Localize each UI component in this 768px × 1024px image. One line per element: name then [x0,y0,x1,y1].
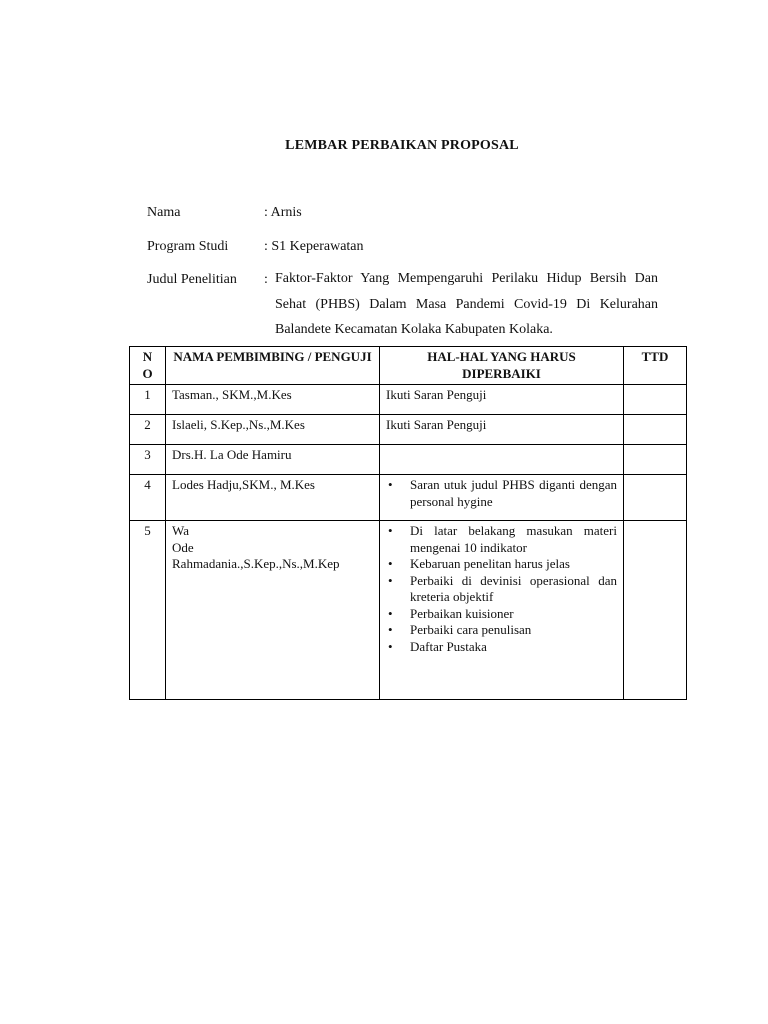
bullet-icon: • [388,556,393,571]
list-item: • Perbaiki di devinisi operasional dan kreteria objektif [388,572,617,604]
bullet-icon: • [388,622,393,637]
nama-value: : Arnis [264,205,302,220]
table-row [130,415,687,445]
judul-value: Faktor-Faktor Yang Mempengaruhi Perilaku Hidup Bersih Dan Sehat (PHBS) Dalam Masa Pandemi Covid-19 Di Kelurahan Balandete Kecamatan Kolaka Kabupaten Kolaka. [275,271,658,337]
list-item: • Perbaiki cara penulisan [388,622,532,637]
row-nama: Lodes Hadju,SKM., M.Kes [166,475,380,521]
row-ttd [624,385,687,415]
table-row [130,475,687,521]
row-nama: Tasman., SKM.,M.Kes [166,385,380,415]
row-ttd [624,415,687,445]
row-nama: Islaeli, S.Kep.,Ns.,M.Kes [166,415,380,445]
header-ttd: TTD [624,347,687,385]
row-hal [380,521,624,700]
table-header-row [130,347,687,385]
table-row [130,445,687,475]
row-nama [166,521,380,700]
program-studi-label: Program Studi [147,239,229,254]
nama-first: Wa Ode [172,523,194,555]
row-ttd [624,475,687,521]
table-row [130,385,687,415]
header-no: N O [130,347,166,385]
row-hal: Ikuti Saran Penguji [380,385,624,415]
list-item: • Perbaikan kuisioner [388,605,514,621]
revision-table [129,346,687,700]
header-hal: HAL-HAL YANG HARUS DIPERBAIKI [380,347,624,385]
row-ttd [624,445,687,475]
list-item: • Di latar belakang masukan materi mengenai 10 indikator [388,523,617,555]
list-item: • Saran utuk judul PHBS diganti dengan personal hygine [388,477,617,509]
row-hal [380,445,624,475]
table-row [130,521,687,700]
list-item: • Daftar Pustaka [388,638,487,654]
nama-second: Rahmadania.,S.Kep.,Ns.,M.Kep [172,556,340,571]
list-item: • Kebaruan penelitan harus jelas [388,556,570,571]
header-nama: NAMA PEMBIMBING / PENGUJI [166,347,380,385]
nama-label: Nama [147,205,181,220]
row-ttd [624,521,687,700]
program-studi-value: : S1 Keperawatan [264,239,364,254]
row-no: 2 [130,415,166,445]
document-title: LEMBAR PERBAIKAN PROPOSAL [285,138,519,153]
row-nama: Drs.H. La Ode Hamiru [166,445,380,475]
bullet-icon: • [388,638,393,654]
row-no: 1 [130,385,166,415]
row-no: 3 [130,445,166,475]
row-hal [380,475,624,521]
row-no: 5 [130,521,166,700]
judul-label: Judul Penelitian [147,272,237,287]
bullet-icon: • [388,477,393,492]
bullet-icon: • [388,523,393,538]
bullet-icon: • [388,605,393,621]
row-no: 4 [130,475,166,521]
judul-colon: : [264,272,268,287]
row-hal: Ikuti Saran Penguji [380,415,624,445]
bullet-icon: • [388,572,393,588]
